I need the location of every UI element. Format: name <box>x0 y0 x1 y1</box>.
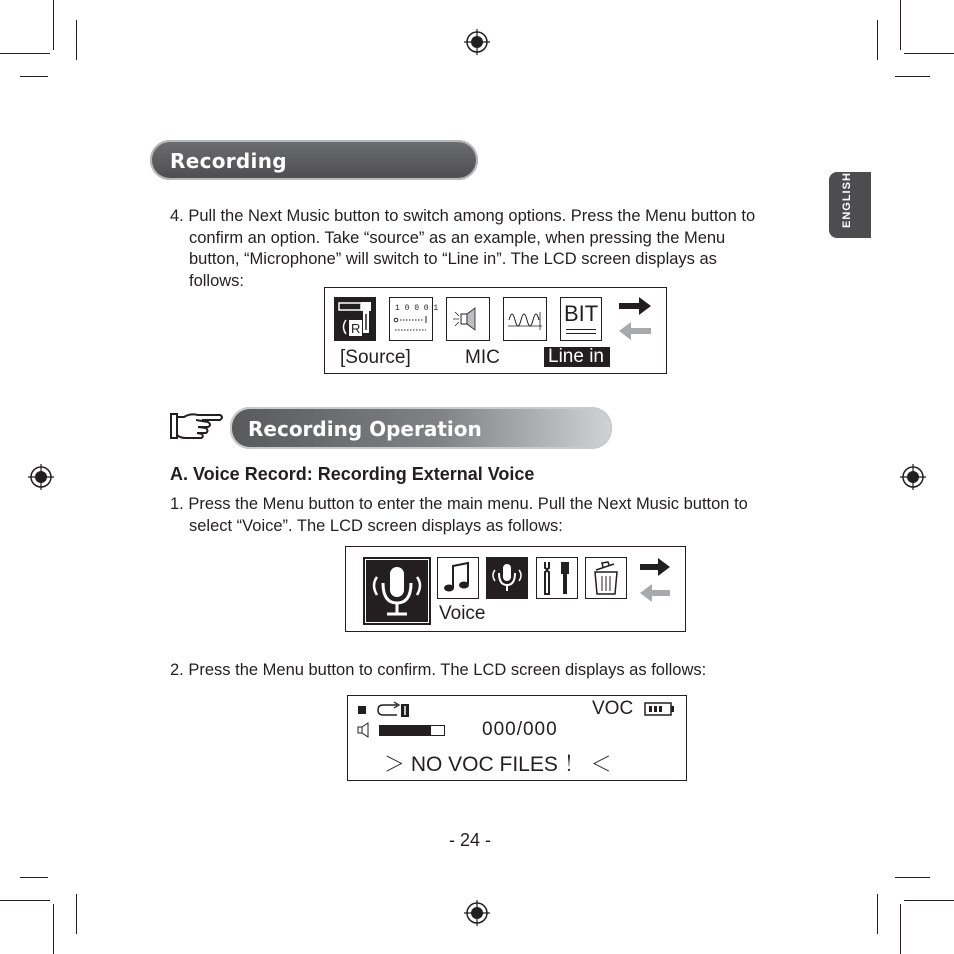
file-counter: 000/000 <box>482 719 558 740</box>
step-4-paragraph <box>170 206 820 292</box>
registration-mark-icon <box>464 29 490 55</box>
tools-icon <box>536 557 578 599</box>
step-number: 1. <box>170 495 184 513</box>
subsection-title: A. Voice Record: Recording External Voice <box>170 464 535 484</box>
language-tab-label: ENGLISH <box>841 172 853 228</box>
section-title: Recording Operation <box>248 417 482 441</box>
svg-text:1 0 0 0 1: 1 0 0 0 1 <box>395 304 439 313</box>
crop-mark <box>76 20 77 60</box>
battery-icon <box>644 702 676 716</box>
step-number: 2. <box>170 661 184 679</box>
line-in-jack-icon <box>334 297 376 341</box>
page-number: - 24 - <box>449 830 492 850</box>
volume-bar-fill <box>380 726 431 735</box>
crop-mark <box>877 20 878 60</box>
registration-mark-icon <box>464 900 490 926</box>
crop-mark <box>877 894 878 934</box>
crop-mark <box>0 53 50 54</box>
music-note-icon <box>437 557 479 599</box>
arrow-right-icon <box>617 296 653 316</box>
stop-icon <box>358 706 366 714</box>
lcd-screen-source <box>324 287 667 374</box>
paragraph-line: button, “Microphone” will switch to “Line in”. The LCD screen displays as <box>189 250 717 268</box>
crop-mark <box>904 900 954 901</box>
volume-bar <box>379 725 445 736</box>
crop-mark <box>900 904 901 954</box>
lcd-screen-main-menu <box>345 546 686 632</box>
volume-icon <box>356 722 374 738</box>
arrow-left-icon <box>638 583 672 603</box>
line-in-option-selected: Line in <box>544 347 610 367</box>
trash-icon <box>585 557 627 599</box>
arrow-right-icon <box>638 557 672 577</box>
repeat-icon <box>375 702 411 718</box>
step-number: 4. <box>170 207 184 225</box>
paragraph-line: Press the Menu button to confirm. The LCD screen displays as follows: <box>188 661 707 679</box>
step-2-paragraph <box>170 660 820 682</box>
speaker-icon <box>446 297 490 341</box>
section-title: Recording <box>170 149 287 173</box>
paragraph-line: follows: <box>189 271 245 290</box>
arrow-left-icon <box>617 321 653 341</box>
crop-mark <box>900 0 901 50</box>
crop-mark <box>20 877 48 878</box>
paragraph-line: select “Voice”. The LCD screen displays as follows: <box>189 516 563 535</box>
crop-mark <box>895 76 930 77</box>
crop-mark <box>53 904 54 954</box>
no-files-message: ＞ NO VOC FILES ！ ＜ <box>384 753 612 776</box>
microphone-icon <box>363 557 431 625</box>
bit-label: BIT <box>564 301 599 326</box>
r-label: R <box>351 321 361 336</box>
crop-mark <box>76 894 77 934</box>
mode-label: VOC <box>592 698 634 719</box>
language-tab <box>829 172 871 238</box>
crop-mark <box>904 53 954 54</box>
crop-mark <box>53 0 54 50</box>
paragraph-line: Pull the Next Music button to switch among options. Press the Menu button to <box>188 207 756 225</box>
pointing-hand-icon <box>168 410 226 442</box>
waveform-icon <box>503 297 547 341</box>
source-label: [Source] <box>340 347 411 368</box>
step-1-paragraph <box>170 494 820 537</box>
voice-label: Voice <box>439 603 486 624</box>
lcd-screen-voice <box>347 695 687 781</box>
registration-mark-icon <box>28 464 54 490</box>
crop-mark <box>895 877 930 878</box>
bit-icon <box>560 297 602 341</box>
bitrate-dots-icon <box>389 297 439 341</box>
crop-mark <box>0 900 50 901</box>
microphone-icon <box>486 557 528 599</box>
registration-mark-icon <box>900 464 926 490</box>
crop-mark <box>20 76 48 77</box>
paragraph-line: confirm an option. Take “source” as an example, when pressing the Menu <box>189 228 726 247</box>
paragraph-line: Press the Menu button to enter the main menu. Pull the Next Music button to <box>188 495 748 513</box>
mic-option: MIC <box>465 347 500 368</box>
section-header-recording-operation <box>230 407 612 449</box>
section-header-recording <box>150 140 478 180</box>
